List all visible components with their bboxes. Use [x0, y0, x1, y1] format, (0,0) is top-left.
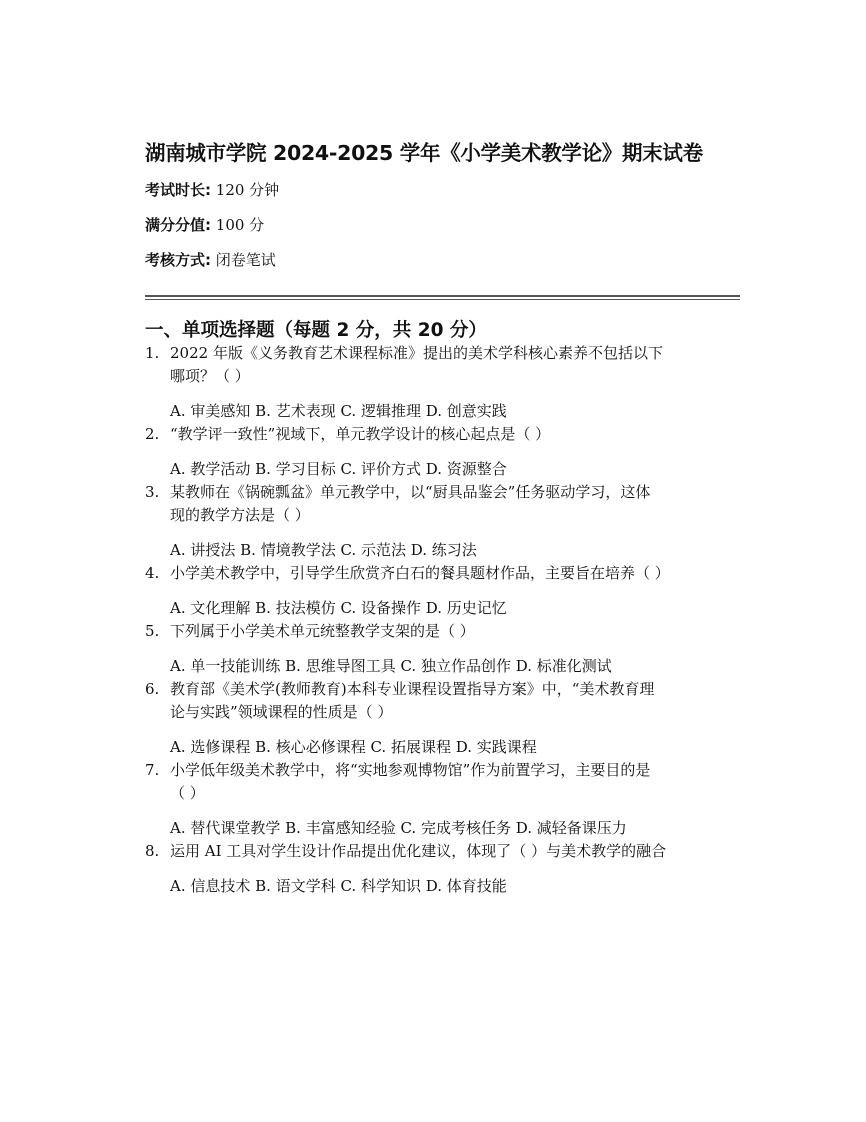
- question-text: [170, 840, 666, 863]
- question-options: A. 替代课堂教学 B. 丰富感知经验 C. 完成考核任务 D. 减轻备课压力: [170, 819, 627, 837]
- double-divider: [145, 295, 740, 300]
- question-stem: [145, 562, 740, 585]
- question-text: [170, 759, 650, 805]
- question-line: 小学低年级美术教学中，将“实地参观博物馆”作为前置学习，主要目的是: [170, 761, 651, 779]
- question-text: [170, 562, 670, 585]
- question-line: 现的教学方法是（ ）: [170, 506, 310, 524]
- question-line: 哪项？（ ）: [170, 367, 250, 385]
- meta-label: 考核方式:: [145, 251, 211, 269]
- question-list: [145, 342, 740, 898]
- meta-format: [145, 249, 276, 270]
- question-stem: [145, 840, 740, 863]
- question-line: 论与实践”领域课程的性质是（ ）: [170, 703, 393, 721]
- question-options: A. 审美感知 B. 艺术表现 C. 逻辑推理 D. 创意实践: [170, 402, 507, 420]
- question-number: 8.: [145, 842, 160, 860]
- question-number: 4.: [145, 564, 160, 582]
- question-options: A. 单一技能训练 B. 思维导图工具 C. 独立作品创作 D. 标准化测试: [170, 657, 612, 675]
- question-number: 2.: [145, 425, 160, 443]
- question-item: [145, 342, 740, 423]
- question-number: 5.: [145, 622, 160, 640]
- meta-score: [145, 214, 264, 235]
- question-item: [145, 562, 740, 620]
- section-heading: 一、单项选择题（每题 2 分，共 20 分）: [145, 320, 487, 341]
- question-text: [170, 678, 654, 724]
- question-stem: [145, 481, 740, 527]
- question-line: 2022 年版《义务教育艺术课程标准》提出的美术学科核心素养不包括以下: [170, 344, 663, 362]
- question-line: 某教师在《锅碗瓢盆》单元教学中，以“厨具品鉴会”任务驱动学习，这体: [170, 483, 651, 501]
- question-item: [145, 759, 740, 840]
- meta-value: 100 分: [215, 216, 265, 234]
- question-options: A. 选修课程 B. 核心必修课程 C. 拓展课程 D. 实践课程: [170, 738, 537, 756]
- question-stem: [145, 620, 740, 643]
- question-item: [145, 481, 740, 562]
- question-number: 7.: [145, 761, 160, 779]
- meta-label: 考试时长:: [145, 181, 211, 199]
- meta-value: 闭卷笔试: [215, 251, 276, 269]
- question-options: A. 讲授法 B. 情境教学法 C. 示范法 D. 练习法: [170, 541, 477, 559]
- question-number: 3.: [145, 483, 160, 501]
- page-title: 湖南城市学院 2024-2025 学年《小学美术教学论》期末试卷: [145, 141, 703, 165]
- question-stem: [145, 759, 740, 805]
- question-stem: [145, 423, 740, 446]
- question-text: [170, 342, 663, 388]
- meta-label: 满分分值:: [145, 216, 211, 234]
- meta-value: 120 分钟: [215, 181, 280, 199]
- meta-duration: [145, 179, 279, 200]
- question-stem: [145, 678, 740, 724]
- question-text: [170, 481, 650, 527]
- question-line: 运用 AI 工具对学生设计作品提出优化建议，体现了（ ）与美术教学的融合: [170, 842, 667, 860]
- question-number: 1.: [145, 344, 160, 362]
- question-text: [170, 620, 475, 643]
- question-options: A. 文化理解 B. 技法模仿 C. 设备操作 D. 历史记忆: [170, 599, 507, 617]
- question-line: “教学评一致性”视域下，单元教学设计的核心起点是（ ）: [170, 425, 551, 443]
- question-item: [145, 620, 740, 678]
- question-line: 下列属于小学美术单元统整教学支架的是（ ）: [170, 622, 475, 640]
- question-line: （ ）: [170, 784, 205, 802]
- question-options: A. 教学活动 B. 学习目标 C. 评价方式 D. 资源整合: [170, 460, 507, 478]
- question-number: 6.: [145, 680, 160, 698]
- question-item: [145, 423, 740, 481]
- question-options: A. 信息技术 B. 语文学科 C. 科学知识 D. 体育技能: [170, 877, 507, 895]
- question-line: 小学美术教学中，引导学生欣赏齐白石的餐具题材作品，主要旨在培养（ ）: [170, 564, 670, 582]
- question-item: [145, 678, 740, 759]
- question-stem: [145, 342, 740, 388]
- question-line: 教育部《美术学(教师教育)本科专业课程设置指导方案》中，“美术教育理: [170, 680, 655, 698]
- question-item: [145, 840, 740, 898]
- question-text: [170, 423, 550, 446]
